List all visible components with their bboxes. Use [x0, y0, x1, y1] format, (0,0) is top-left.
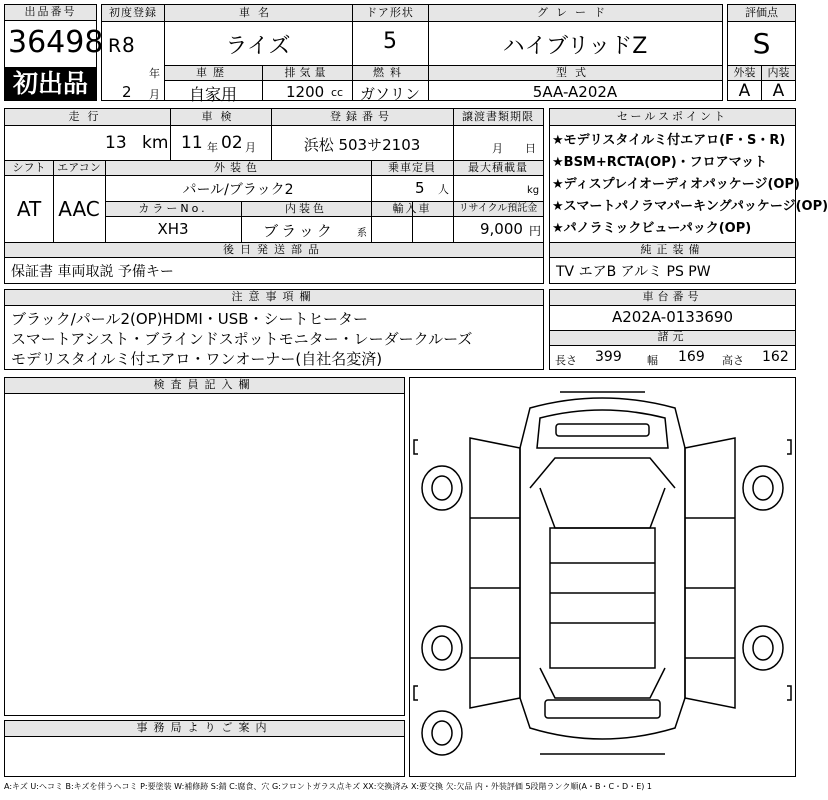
plate-label: 登録番号 [330, 110, 394, 123]
score-box [727, 4, 796, 101]
equipment-label: 純正装備 [640, 243, 705, 256]
model-label: 型式 [556, 66, 594, 79]
first-reg-year: 8 [122, 33, 135, 57]
score-value: S [752, 27, 771, 60]
lot-number-box [4, 4, 104, 101]
door-type-label: ドア形状 [366, 6, 414, 19]
mileage-unit: km [142, 133, 169, 153]
grade-value: ハイブリッドZ [502, 34, 648, 59]
office-label: 事務局よりご案内 [136, 721, 273, 734]
exterior-score-label: 外装 [733, 66, 756, 79]
transfer-day-unit: 日 [525, 142, 536, 155]
recycle-value: 9,000 [480, 220, 523, 238]
color-number-label: カラーNo. [138, 202, 208, 215]
exterior-score: A [738, 81, 751, 101]
notes-label: 注意事項欄 [231, 290, 317, 303]
history-label: 車歴 [196, 66, 230, 79]
details-grid [4, 108, 544, 284]
sales-point-item: ★パノラミックビューパック(OP) [552, 221, 752, 236]
shift-value: AT [16, 197, 42, 221]
history-value: 自家用 [188, 85, 237, 104]
interior-score: A [772, 81, 785, 101]
specs-label: 諸元 [657, 330, 688, 343]
width-label: 幅 [647, 354, 658, 367]
first-reg-month: 2 [122, 83, 132, 101]
length-label: 長さ [555, 354, 577, 367]
inspector-label: 検査員記入欄 [153, 378, 256, 391]
height-value: 162 [762, 349, 789, 365]
chassis-label: 車台番号 [642, 290, 703, 303]
car-diagram-box [409, 377, 796, 777]
notes-line: ブラック/パール2(OP)HDMI・USB・シートヒーター [11, 310, 368, 328]
equipment-value: TV エアB アルミ PS PW [556, 264, 711, 280]
sales-point-item: ★BSM+RCTA(OP)・フロアマット [552, 155, 768, 170]
chassis-value: A202A-0133690 [611, 308, 734, 326]
chassis-box [549, 289, 796, 370]
inspection-label: 車検 [201, 110, 240, 123]
displacement-value: 1200 [286, 83, 325, 101]
car-name-label: 車名 [239, 6, 277, 19]
interior-color-label: 内装色 [285, 202, 327, 215]
interior-color-value: ブラック [263, 222, 335, 240]
capacity-unit: 人 [438, 183, 449, 196]
import-label: 輸入車 [392, 202, 432, 215]
fuel-label: 燃料 [373, 66, 407, 79]
grade-label: グレード [537, 6, 613, 19]
shift-label: シフト [12, 161, 46, 174]
recycle-unit: 円 [529, 224, 542, 238]
width-value: 169 [678, 349, 705, 365]
inspection-month-unit: 月 [245, 141, 256, 154]
fuel-value: ガソリン [359, 85, 420, 103]
inspection-year: 11 [181, 133, 203, 153]
sales-point-item: ★スマートパノラマパーキングパッケージ(OP) [552, 199, 828, 214]
interior-score-label: 内装 [767, 66, 790, 79]
aircon-value: AAC [58, 197, 100, 221]
exterior-color-label: 外装色 [214, 161, 262, 174]
plate-value: 浜松 503サ2103 [303, 136, 421, 154]
displacement-unit: cc [331, 86, 344, 99]
office-box [4, 720, 405, 777]
recycle-label: リサイクル預託金 [458, 203, 538, 214]
sales-points-label: セールスポイント [616, 110, 728, 123]
notes-box [4, 289, 544, 370]
sales-point-item: ★ディスプレイオーディオパッケージ(OP) [552, 177, 800, 192]
height-label: 高さ [722, 354, 744, 367]
first-listing-badge: 初出品 [5, 67, 96, 100]
car-damage-diagram [410, 378, 795, 776]
capacity-value: 5 [415, 179, 425, 197]
lot-number: 36498 [8, 25, 104, 60]
inspector-box [4, 377, 405, 716]
vehicle-info-grid [101, 4, 723, 104]
model-value: 5AA-A202A [532, 83, 618, 101]
mileage-value: 13 [105, 133, 127, 153]
mileage-label: 走行 [68, 110, 107, 123]
era-letter: R [108, 35, 122, 57]
lot-number-label: 出品番号 [5, 5, 96, 21]
notes-line: モデリスタイルミ付エアロ・ワンオーナー(自社名変済) [11, 350, 383, 368]
length-value: 399 [595, 349, 622, 365]
max-load-label: 最大積載量 [468, 161, 528, 174]
inspection-year-unit: 年 [207, 141, 218, 154]
later-parts-value: 保証書 車両取説 予備キー [11, 264, 174, 280]
notes-line: スマートアシスト・ブラインドスポットモニター・レーダークルーズ [11, 330, 473, 348]
interior-color-suffix: 系 [357, 228, 367, 239]
sales-point-item: ★モデリスタイルミ付エアロ(F・S・R) [552, 133, 786, 148]
legend: A:キズ U:ヘコミ B:キズを伴うヘコミ P:要塗装 W:補修跡 S:錆 C:腐食、穴 G:フロントガラス点キズ XX:交換済み X:要交換 欠:欠品 内・外装評価 5段階ランク順(A・B・C・D・E) 1 [4, 782, 653, 791]
transfer-month-unit: 月 [492, 142, 503, 155]
color-number-value: XH3 [157, 220, 189, 238]
capacity-label: 乗車定員 [388, 161, 436, 174]
door-type-value: 5 [383, 29, 397, 54]
first-reg-month-unit: 月 [149, 88, 160, 101]
transfer-deadline-label: 譲渡書類期限 [462, 110, 534, 123]
car-name: ライズ [225, 34, 291, 59]
inspection-month: 02 [221, 133, 243, 153]
displacement-label: 排気量 [284, 66, 330, 79]
max-load-unit: kg [527, 185, 540, 196]
first-registration-label: 初度登録 [109, 6, 157, 19]
first-reg-year-unit: 年 [149, 67, 160, 80]
sales-points-box [549, 108, 828, 284]
aircon-label: エアコン [57, 161, 101, 174]
exterior-color-value: パール/ブラック2 [182, 182, 294, 198]
later-parts-label: 後日発送部品 [223, 243, 325, 256]
score-label: 評価点 [745, 6, 778, 19]
